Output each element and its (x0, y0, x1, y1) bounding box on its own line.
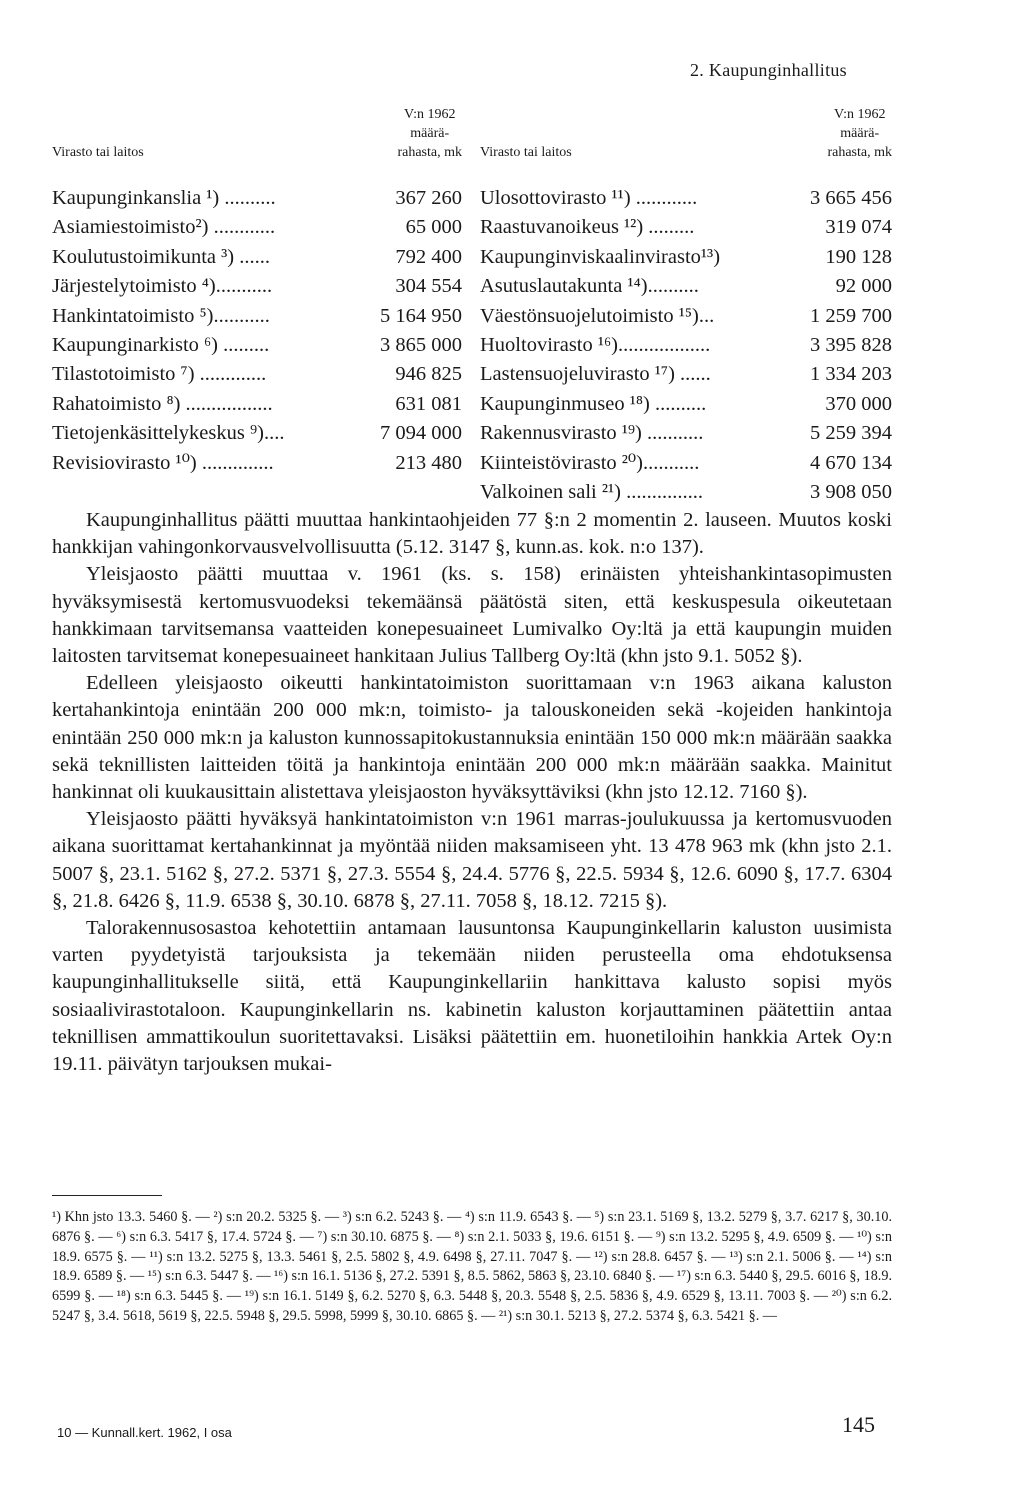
table-row (480, 184, 892, 213)
office-name: Koulutustoimikunta ³) ...... (52, 245, 270, 268)
table-row (52, 331, 462, 360)
column-header-amount: V:n 1962 määrä- rahasta, mk (397, 107, 462, 160)
office-name: Huoltovirasto ¹⁶).................. (480, 333, 711, 356)
column-header-amount: V:n 1962 määrä- rahasta, mk (827, 107, 892, 160)
page-number: 145 (842, 1412, 875, 1437)
paragraph: Yleisjaosto päätti muuttaa v. 1961 (ks. s. 158) erinäisten yhteishankintasopimusten hyväksymisestä kertomusvuodeksi tekemäänsä päätöstä siten, että keskuspesula oikeutetaan hankkimaan tarvitsemansa vaatteiden konepesuaineet Lumivalko Oy:ltä ja että kaupungin muiden laitosten tarvitsemat konepesuaineet hankitaan Julius Tallberg Oy:ltä (khn jsto 9.1. 5052 §). (52, 563, 892, 668)
appropriation-amount: 190 128 (825, 245, 892, 268)
paragraph: Kaupunginhallitus päätti muuttaa hankintaohjeiden 77 §:n 2 momentin 2. lauseen. Muutos koski hankkijan vahingonkorvausvelvollisuutta (5.12. 3147 §, kunn.as. kok. n:o 137). (52, 509, 892, 559)
appropriation-amount: 1 259 700 (810, 304, 892, 327)
appropriation-amount: 92 000 (835, 275, 892, 298)
column-header-office: Virasto tai laitos (480, 145, 572, 160)
table-row (52, 360, 462, 389)
office-name: Järjestelytoimisto ⁴)........... (52, 275, 273, 298)
table-row (52, 213, 462, 242)
table-row (52, 449, 462, 478)
table-row (52, 272, 462, 301)
footnote-divider (52, 1195, 162, 1196)
appropriation-amount: 370 000 (825, 392, 892, 415)
appropriation-amount: 213 480 (395, 451, 462, 474)
appropriation-amount: 792 400 (395, 245, 462, 268)
appropriation-amount: 631 081 (395, 392, 462, 415)
office-name: Rahatoimisto ⁸) ................. (52, 392, 273, 415)
appropriation-amount: 4 670 134 (810, 451, 892, 474)
office-name: Kaupunginmuseo ¹⁸) .......... (480, 392, 707, 415)
appropriation-amount: 65 000 (405, 216, 462, 239)
office-name: Kaupunginarkisto ⁶) ......... (52, 333, 270, 356)
table-row (480, 213, 892, 242)
table-row (480, 419, 892, 448)
table-row (480, 478, 892, 507)
table-row (480, 360, 892, 389)
appropriation-amount: 3 395 828 (810, 333, 892, 356)
office-name: Tietojenkäsittelykeskus ⁹).... (52, 422, 285, 445)
appropriation-amount: 5 259 394 (810, 422, 892, 445)
office-name: Raastuvanoikeus ¹²) ......... (480, 216, 695, 239)
table-row (52, 419, 462, 448)
office-name: Tilastotoimisto ⁷) ............. (52, 363, 267, 386)
table-row (52, 390, 462, 419)
table-left-header (52, 102, 462, 162)
paragraph: Yleisjaosto päätti hyväksyä hankintatoimiston v:n 1961 marras-joulukuussa ja kertomusvuoden aikana suorittamat kertahankinnat ja myöntää niiden maksamiseen yht. 13 478 963 mk (khn jsto 2.1. 5007 §, 23.1. 5162 §, 27.2. 5371 §, 27.3. 5554 §, 24.4. 5776 §, 22.5. 5934 §, 12.6. 6090 §, 17.7. 6304 §, 21.8. 6426 §, 11.9. 6538 §, 30.10. 6878 §, 27.11. 7058 §, 18.12. 7215 §). (52, 808, 892, 912)
table-row (480, 390, 892, 419)
appropriation-amount: 5 164 950 (380, 304, 462, 327)
table-right-rows (480, 184, 892, 507)
office-name: Hankintatoimisto ⁵)........... (52, 304, 270, 327)
table-left-rows (52, 184, 462, 478)
office-name: Asiamiestoimisto²) ............ (52, 216, 276, 239)
appropriation-amount: 319 074 (825, 216, 892, 239)
table-right-header (480, 102, 892, 162)
table-left-column (52, 102, 462, 478)
appropriation-amount: 7 094 000 (380, 422, 462, 445)
office-name: Kaupunginviskaalinvirasto¹³) (480, 245, 721, 268)
table-row (480, 243, 892, 272)
appropriation-amount: 367 260 (395, 187, 462, 209)
appropriation-amount: 1 334 203 (810, 363, 892, 386)
office-name: Lastensuojeluvirasto ¹⁷) ...... (480, 363, 711, 386)
table-row (52, 184, 462, 213)
appropriation-amount: 304 554 (395, 275, 462, 298)
paragraph: Talorakennusosastoa kehotettiin antamaan lausuntonsa Kaupunginkellarin kaluston uusimista varten pyydetyistä tarjouksista ja tekemään niiden perusteella oma ehdotuksensa kaupunginhallitukselle siitä, että Kaupunginkellariin hankittava kalusto sopisi myös sosiaalivirastotaloon. Kaupunginkellarin ns. kabinetin kaluston korjauttaminen päätettiin antaa teknillisen ammattikoulun suoritettavaksi. Lisäksi päätettiin em. huonetiloihin hankkia Artek Oy:n 19.11. päivätyn tarjouksen mukai- (52, 917, 892, 1076)
column-header-office: Virasto tai laitos (52, 145, 144, 160)
body-text (52, 507, 892, 1078)
office-name: Revisiovirasto ¹⁰) .............. (52, 451, 274, 474)
running-title: 2. Kaupunginhallitus (690, 60, 847, 80)
appropriation-amount: 3 908 050 (810, 480, 892, 503)
printer-signature: 10 — Kunnall.kert. 1962, I osa (57, 1425, 232, 1440)
office-name: Ulosottovirasto ¹¹) ............ (480, 187, 698, 209)
footnotes: ¹) Khn jsto 13.3. 5460 §. — ²) s:n 20.2. 5325 §. — ³) s:n 6.2. 5243 §. — ⁴) s:n 11.9. 6543 §. — ⁵) s:n 23.1. 5169 §, 13.2. 5279 §, 3.7. 6217 §, 30.10. 6876 §. — ⁶) s:n 6.3. 5417 §, 17.4. 5724 §. — ⁷) s:n 30.10. 6875 §. — ⁸) s:n 2.1. 5033 §, 19.6. 6151 §. — ⁹) s:n 13.2. 5295 §, 4.9. 6509 §. — ¹⁰) s:n 18.9. 6575 §. — ¹¹) s:n 13.2. 5275 §, 13.3. 5461 §, 2.5. 5802 §, 4.9. 6498 §, 27.11. 7047 §. — ¹²) s:n 28.8. 6457 §. — ¹³) s:n 2.1. 5006 §. — ¹⁴) s:n 18.9. 6589 §. — ¹⁵) s:n 6.3. 5447 §. — ¹⁶) s:n 16.1. 5136 §, 27.2. 5391 §, 8.5. 5862, 5863 §, 23.10. 6840 §. — ¹⁷) s:n 6.3. 5440 §, 29.5. 6016 §, 18.9. 6599 §. — ¹⁸) s:n 6.3. 5445 §. — ¹⁹) s:n 16.1. 5149 §, 6.2. 5270 §, 6.3. 5448 §, 20.3. 5548 §, 2.5. 5836 §, 4.9. 6529 §, 13.11. 7003 §. — ²⁰) s:n 6.2. 5247 §, 3.4. 5618, 5619 §, 22.5. 5948 §, 29.5. 5998, 5999 §, 30.10. 6865 §. — ²¹) s:n 30.1. 5213 §, 27.2. 5374 §, 6.3. 5421 §. — (52, 1209, 892, 1324)
appropriation-amount: 3 865 000 (380, 333, 462, 356)
paragraph: Edelleen yleisjaosto oikeutti hankintatoimiston suorittamaan v:n 1963 aikana kaluston kertahankintoja enintään 200 000 mk:n, toimisto- ja talouskoneiden sekä -kojeiden hankintoja enintään 250 000 mk:n ja kaluston kunnossapitokustannuksia enintään 150 000 mk:n määrään saakka sekä teknillisten laitteiden töitä ja hankintoja enintään 200 000 mk:n määrään saakka. Mainitut hankinnat oli kuukausittain alistettava yleisjaoston hyväksyttäviksi (khn jsto 12.12. 7160 §). (52, 672, 892, 804)
table-row (52, 302, 462, 331)
office-name: Kiinteistövirasto ²⁰)........... (480, 451, 700, 474)
appropriation-amount: 946 825 (395, 363, 462, 386)
office-name: Rakennusvirasto ¹⁹) ........... (480, 422, 704, 445)
table-row (480, 449, 892, 478)
table-right-column (480, 102, 892, 507)
table-row (52, 243, 462, 272)
appropriation-amount: 3 665 456 (810, 187, 892, 209)
office-name: Kaupunginkanslia ¹) .......... (52, 187, 276, 209)
table-row (480, 331, 892, 360)
office-name: Valkoinen sali ²¹) ............... (480, 480, 703, 503)
office-name: Väestönsuojelutoimisto ¹⁵)... (480, 304, 715, 327)
office-name: Asutuslautakunta ¹⁴).......... (480, 275, 699, 298)
table-row (480, 272, 892, 301)
table-row (480, 302, 892, 331)
